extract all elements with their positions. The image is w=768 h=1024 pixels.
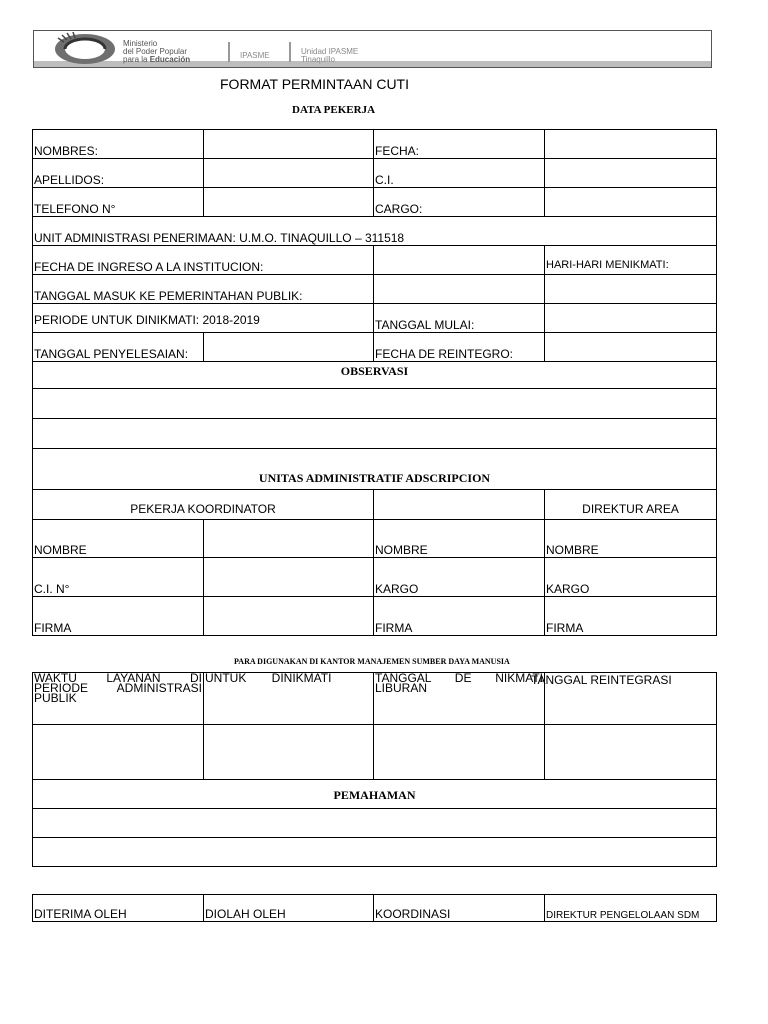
label-ci-no: C.I. N°: [33, 558, 204, 597]
table-row: [33, 130, 717, 159]
hr-col-untuk-dinikmati: [204, 673, 374, 725]
input-untuk-dinikmati[interactable]: [204, 725, 374, 780]
input-telefono[interactable]: [204, 188, 374, 217]
label-firma: FIRMA: [545, 597, 717, 636]
page-title: FORMAT PERMINTAAN CUTI: [220, 76, 409, 92]
ministry-name: [123, 40, 190, 64]
input-tanggal-mulai[interactable]: [545, 304, 717, 333]
table-row: [33, 780, 717, 809]
table-row: [33, 449, 717, 490]
label-diterima-oleh: DITERIMA OLEH: [33, 895, 204, 922]
unit-line2: Tinaquillo: [301, 55, 335, 64]
section-title-unitas: UNITAS ADMINISTRATIF ADSCRIPCION: [33, 449, 717, 490]
input-tanggal-reintegrasi[interactable]: [545, 725, 717, 780]
input-fecha[interactable]: [545, 130, 717, 159]
ministry-line3: [123, 56, 190, 64]
table-row: [33, 275, 717, 304]
input-ci-koordinator[interactable]: [204, 558, 374, 597]
input-nombres[interactable]: [204, 130, 374, 159]
table-row: [33, 159, 717, 188]
label-tanggal-mulai: TANGGAL MULAI:: [374, 304, 545, 333]
label-fecha-ingreso: FECHA DE INGRESO A LA INSTITUCION:: [33, 246, 374, 275]
org-name: IPASME: [240, 51, 270, 60]
label-tanggal-penyelesaian: TANGGAL PENYELESAIAN:: [33, 333, 204, 362]
input-tanggal-masuk[interactable]: [374, 275, 545, 304]
label-hari-hari: HARI-HARI MENIKMATI:: [545, 246, 717, 275]
table-row: [33, 246, 717, 275]
label-ci: C.I.: [374, 159, 545, 188]
hr-col-tanggal-reintegrasi: [531, 673, 717, 725]
table-row: [33, 304, 717, 333]
table-row: [33, 520, 717, 558]
table-row: [33, 558, 717, 597]
ministry-line3-bold: Educación: [149, 55, 191, 64]
table-row: [33, 389, 717, 419]
ministry-line2: del Poder Popular: [123, 47, 188, 56]
input-fecha-reintegro[interactable]: [545, 333, 717, 362]
input-fecha-ingreso[interactable]: [374, 246, 545, 275]
label-nombre: NOMBRE: [374, 520, 545, 558]
table-row: [33, 419, 717, 449]
hr-col-tanggal-reintegrasi-label: TANGGAL REINTEGRASI: [531, 673, 672, 687]
table-row: [33, 362, 717, 389]
label-fecha: FECHA:: [374, 130, 545, 159]
label-firma: FIRMA: [33, 597, 204, 636]
label-direktur-area: DIREKTUR AREA: [545, 490, 717, 520]
empty-cell: [374, 490, 545, 520]
ministry-logo-icon: [52, 32, 118, 66]
table-row: [33, 217, 717, 246]
unit-name: [301, 48, 358, 64]
header-divider: [289, 42, 291, 62]
pemahaman-line[interactable]: [33, 838, 717, 867]
input-apellidos[interactable]: [204, 159, 374, 188]
label-nombre: NOMBRE: [545, 520, 717, 558]
table-row: [33, 838, 717, 867]
label-periode: PERIODE UNTUK DINIKMATI: 2018-2019: [33, 304, 374, 333]
label-unit-admin: UNIT ADMINISTRASI PENERIMAAN: U.M.O. TINAQUILLO – 311518: [33, 217, 717, 246]
label-kargo: KARGO: [545, 558, 717, 597]
label-direktur-sdm: DIREKTUR PENGELOLAAN SDM: [545, 895, 717, 922]
unit-line1: Unidad IPASME: [301, 47, 359, 56]
label-koordinasi: KOORDINASI: [374, 895, 545, 922]
input-cargo[interactable]: [545, 188, 717, 217]
input-hari-hari[interactable]: [545, 275, 717, 304]
input-waktu-layanan[interactable]: [33, 725, 204, 780]
label-nombres: NOMBRES:: [33, 130, 204, 159]
ministry-line3-prefix: para la: [123, 55, 150, 64]
table-row: [33, 490, 717, 520]
section-title-data-pekerja: DATA PEKERJA: [292, 104, 376, 116]
input-ci[interactable]: [545, 159, 717, 188]
label-telefono: TELEFONO N°: [33, 188, 204, 217]
hr-table: [32, 672, 717, 867]
input-tanggal-penyelesaian[interactable]: [204, 333, 374, 362]
hr-col-untuk-dinikmati-label: UNTUK DINIKMATI: [205, 672, 332, 685]
table-row: [33, 673, 717, 725]
table-row: [33, 597, 717, 636]
hr-note: PARA DIGUNAKAN DI KANTOR MANAJEMEN SUMBER DAYA MANUSIA: [234, 657, 510, 666]
input-firma-koordinator[interactable]: [204, 597, 374, 636]
label-fecha-reintegro: FECHA DE REINTEGRO:: [374, 333, 545, 362]
worker-data-table: [32, 129, 717, 636]
observasi-line[interactable]: [33, 419, 717, 449]
footer-table: [32, 894, 717, 922]
label-tanggal-masuk: TANGGAL MASUK KE PEMERINTAHAN PUBLIK:: [33, 275, 374, 304]
header-divider: [228, 42, 230, 62]
label-kargo: KARGO: [374, 558, 545, 597]
label-diolah-oleh: DIOLAH OLEH: [204, 895, 374, 922]
label-nombre: NOMBRE: [33, 520, 204, 558]
input-tanggal-de-nikmati[interactable]: [374, 725, 545, 780]
observasi-line[interactable]: [33, 389, 717, 419]
table-row: [33, 809, 717, 838]
table-row: [33, 188, 717, 217]
label-apellidos: APELLIDOS:: [33, 159, 204, 188]
ministry-line1: Ministerio: [123, 39, 158, 48]
label-cargo: CARGO:: [374, 188, 545, 217]
label-pekerja-koordinator: PEKERJA KOORDINATOR: [33, 490, 374, 520]
input-nombre-koordinator[interactable]: [204, 520, 374, 558]
label-firma: FIRMA: [374, 597, 545, 636]
hr-col-tanggal-de-nikmati: TANGGAL DE NIKMATI LIBURAN: [374, 673, 545, 725]
table-row: [33, 333, 717, 362]
section-title-pemahaman: PEMAHAMAN: [33, 780, 717, 809]
table-row: [33, 895, 717, 922]
pemahaman-line[interactable]: [33, 809, 717, 838]
hr-col-waktu-layanan: WAKTU LAYANAN DI PERIODE ADMINISTRASI PUBLIK: [33, 673, 204, 725]
table-row: [33, 725, 717, 780]
section-title-observasi: OBSERVASI: [33, 362, 717, 389]
